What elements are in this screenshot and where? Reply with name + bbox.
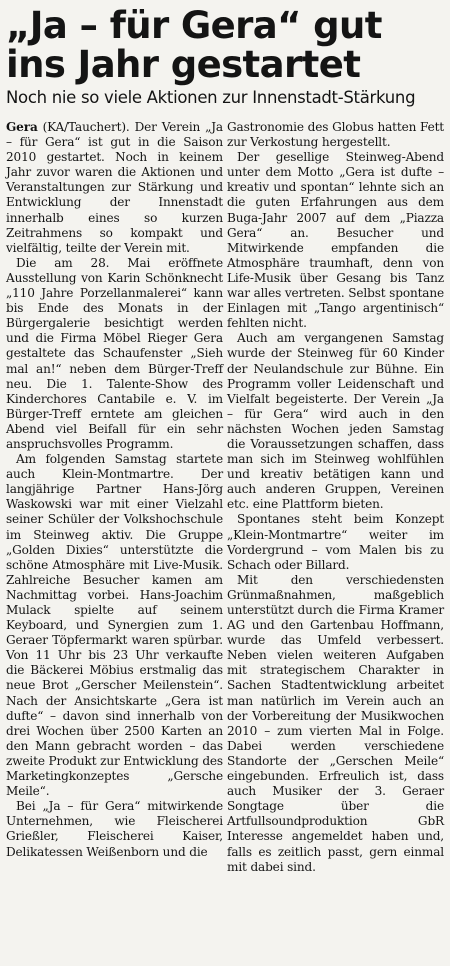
paragraph-text: Der Verein „Ja – für Gera“ ist gut in die Saison 2010 gestartet. Noch in keinem Jahr zuvor waren die Aktionen und Veranstaltungen zur Stärkung und Entwicklung der Innenstadt innerhalb eines so kurzen Zeitrahmens so kompakt und vielfältig, teilte der Verein mit.	[6, 120, 223, 255]
column-left	[6, 120, 223, 875]
article-paragraph: Bei „Ja – für Gera“ mitwirkende Unternehmen, wie Fleischerei Grießler, Fleischerei Kaiser, Delikatessen Weißenborn und die	[6, 799, 223, 859]
article-paragraph: Am folgenden Samstag startete auch Klein-Montmartre. Der langjährige Partner Hans-Jörg Waskowski war mit einer Vielzahl seiner Schüler der Volkshochschule im Steinweg aktiv. Die Gruppe „Golden Dixies“ unterstützte die schöne Atmosphäre mit Live-Musik. Zahlreiche Besucher kamen am Nachmittag vorbei. Hans-Joachim Mulack spielte auf seinem Keyboard, und Synergien zum 1. Geraer Töpfermarkt waren spürbar. Von 11 Uhr bis 23 Uhr verkaufte die Bäckerei Möbius erstmalig das neue Brot „Gerscher Meilenstein“. Nach der Ansichtskarte „Gera ist dufte“ – davon sind innerhalb von drei Wochen über 2500 Karten an den Mann gebracht worden – das zweite Produkt zur Entwicklung des Marketingkonzeptes „Gersche Meile“.	[6, 452, 223, 799]
article-paragraph: Der gesellige Steinweg-Abend unter dem Motto „Gera ist dufte – kreativ und spontan“ lehnte sich an die guten Erfahrungen aus dem Buga-Jahr 2007 auf dem „Piazza Gera“ an. Besucher und Mitwirkende empfanden die Atmosphäre traumhaft, denn von Life-Musik über Gesang bis Tanz war alles vertreten. Selbst spontane Einlagen mit „Tango argentinisch“ fehlten nicht.	[227, 150, 445, 331]
article-paragraph: Spontanes steht beim Konzept „Klein-Montmartre“ weiter im Vordergrund – vom Malen bis zu Schach oder Billard.	[227, 512, 444, 572]
article-paragraph: Gastronomie des Globus hatten Fett zur Verkostung hergestellt.	[227, 120, 444, 150]
column-right	[227, 120, 444, 875]
dateline: Gera	[6, 120, 38, 134]
headline-line-2: ins Jahr gestartet	[6, 43, 361, 86]
article-paragraph: Mit den verschiedensten Grünmaßnahmen, maßgeblich unterstützt durch die Firma Kramer AG und den Gartenbau Hoffmann, wurde das Umfeld verbessert. Neben vielen weiteren Aufgaben mit strategischem Charakter in Sachen Stadtentwicklung arbeitet man natürlich im Verein auch an der Vorbereitung der Musikwochen 2010 – zum vierten Mal in Folge. Dabei werden verschiedene Standorte der „Gerschen Meile“ eingebunden. Erfreulich ist, dass auch Musiker der 3. Geraer Songtage über die Artfullsoundproduktion GbR Interesse angemeldet haben und, falls es zeitlich passt, gern einmal mit dabei sind.	[227, 572, 444, 874]
article-body	[6, 120, 444, 875]
article-paragraph: Die am 28. Mai eröffnete Ausstellung von Karin Schönknecht „110 Jahre Porzellanmalerei“ kann bis Ende des Monats in der Bürgergalerie besichtigt werden und die Firma Möbel Rieger Gera gestaltete das Schaufenster „Sieh mal an!“ neben dem Bürger-Treff neu. Die 1. Talente-Show des Kinderchores Cantabile e. V. im Bürger-Treff erntete am gleichen Abend viel Beifall für ein sehr anspruchsvolles Programm.	[6, 255, 223, 451]
headline	[6, 6, 444, 84]
article-paragraph: Auch am vergangenen Samstag wurde der Steinweg für 60 Kinder der Neulandschule zur Bühne. Ein Programm voller Leidenschaft und Vielfalt begeisterte. Der Verein „Ja – für Gera“ wird auch in den nächsten Wochen jeden Samstag die Voraussetzungen schaffen, dass man sich im Steinweg wohlfühlen und kreativ betätigen kann und auch anderen Gruppen, Vereinen etc. eine Plattform bieten.	[227, 331, 444, 512]
article-paragraph	[6, 120, 223, 256]
subheadline: Noch nie so viele Aktionen zur Innenstadt-Stärkung	[6, 88, 416, 107]
byline: (KA/Tauchert).	[37, 120, 135, 134]
headline-line-1: „Ja – für Gera“ gut	[6, 4, 382, 47]
